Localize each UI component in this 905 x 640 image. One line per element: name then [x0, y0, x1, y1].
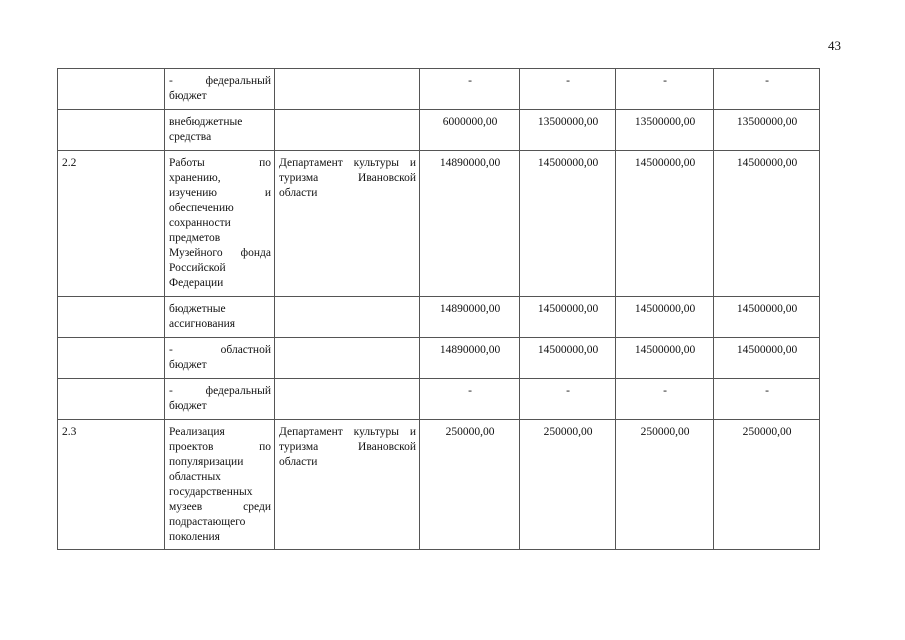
description-line: поколения: [169, 531, 220, 543]
description-cell: [165, 379, 275, 420]
description-line: Реализация: [169, 426, 225, 438]
description-line: ассигнования: [169, 318, 236, 330]
description-line: бюджет: [169, 90, 207, 102]
description-line: бюджет: [169, 400, 207, 412]
amount-cell: 13500000,00: [520, 110, 616, 151]
amount-cell: 14500000,00: [616, 151, 714, 297]
row-number-cell: [58, 379, 165, 420]
executor-cell: [275, 379, 420, 420]
executor-cell: [275, 297, 420, 338]
description-cell: [165, 69, 275, 110]
description-line: областных: [169, 471, 221, 483]
row-number-cell: 2.2: [58, 151, 165, 297]
row-number-cell: [58, 338, 165, 379]
description-cell: [165, 110, 275, 151]
executor-cell: [275, 151, 420, 297]
executor-cell: [275, 69, 420, 110]
amount-cell: 14890000,00: [420, 151, 520, 297]
description-cell: [165, 151, 275, 297]
description-line: средства: [169, 131, 212, 143]
row-number-cell: [58, 110, 165, 151]
description-line: проектов по: [169, 441, 271, 453]
amount-cell: -: [616, 379, 714, 420]
table-row: [58, 420, 820, 550]
budget-table: [57, 68, 820, 550]
amount-cell: 250000,00: [714, 420, 820, 550]
amount-cell: 250000,00: [520, 420, 616, 550]
description-line: Российской: [169, 262, 226, 274]
amount-cell: 14500000,00: [616, 338, 714, 379]
executor-cell: [275, 420, 420, 550]
page-number: 43: [828, 38, 841, 53]
description-line: бюджет: [169, 359, 207, 371]
description-line: обеспечению: [169, 202, 234, 214]
description-line: музеев среди: [169, 501, 271, 513]
table-row: [58, 379, 820, 420]
row-number-cell: 2.3: [58, 420, 165, 550]
row-number-cell: [58, 297, 165, 338]
amount-cell: -: [420, 69, 520, 110]
amount-cell: 14500000,00: [520, 297, 616, 338]
description-line: популяризации: [169, 456, 244, 468]
amount-cell: 13500000,00: [616, 110, 714, 151]
budget-table-body: [58, 69, 820, 550]
description-line: Работы по: [169, 157, 271, 169]
description-line: - федеральный: [169, 385, 271, 397]
description-line: Федерации: [169, 277, 224, 289]
amount-cell: 14890000,00: [420, 297, 520, 338]
amount-cell: -: [616, 69, 714, 110]
description-cell: [165, 297, 275, 338]
amount-cell: 13500000,00: [714, 110, 820, 151]
description-line: предметов: [169, 232, 221, 244]
executor-line: туризма Ивановской: [279, 172, 416, 184]
amount-cell: 250000,00: [616, 420, 714, 550]
description-line: - областной: [169, 344, 271, 356]
executor-line: области: [279, 187, 318, 199]
table-row: [58, 110, 820, 151]
description-line: - федеральный: [169, 75, 271, 87]
amount-cell: -: [420, 379, 520, 420]
executor-line: Департамент культуры и: [279, 426, 416, 438]
executor-line: туризма Ивановской: [279, 441, 416, 453]
description-cell: [165, 420, 275, 550]
description-line: хранению,: [169, 172, 221, 184]
description-line: государственных: [169, 486, 253, 498]
amount-cell: 14500000,00: [714, 338, 820, 379]
description-line: изучению и: [169, 187, 271, 199]
description-line: подрастающего: [169, 516, 246, 528]
description-line: Музейного фонда: [169, 247, 271, 259]
executor-cell: [275, 338, 420, 379]
executor-line: Департамент культуры и: [279, 157, 416, 169]
executor-line: области: [279, 456, 318, 468]
description-cell: [165, 338, 275, 379]
table-row: [58, 69, 820, 110]
amount-cell: -: [520, 379, 616, 420]
table-row: [58, 151, 820, 297]
table-row: [58, 338, 820, 379]
row-number-cell: [58, 69, 165, 110]
amount-cell: -: [714, 379, 820, 420]
table-row: [58, 297, 820, 338]
amount-cell: -: [714, 69, 820, 110]
amount-cell: 14500000,00: [520, 338, 616, 379]
amount-cell: 250000,00: [420, 420, 520, 550]
amount-cell: 14500000,00: [714, 297, 820, 338]
executor-cell: [275, 110, 420, 151]
amount-cell: 6000000,00: [420, 110, 520, 151]
description-line: бюджетные: [169, 303, 226, 315]
amount-cell: 14500000,00: [616, 297, 714, 338]
amount-cell: 14890000,00: [420, 338, 520, 379]
amount-cell: 14500000,00: [714, 151, 820, 297]
amount-cell: -: [520, 69, 616, 110]
description-line: внебюджетные: [169, 116, 243, 128]
description-line: сохранности: [169, 217, 231, 229]
amount-cell: 14500000,00: [520, 151, 616, 297]
